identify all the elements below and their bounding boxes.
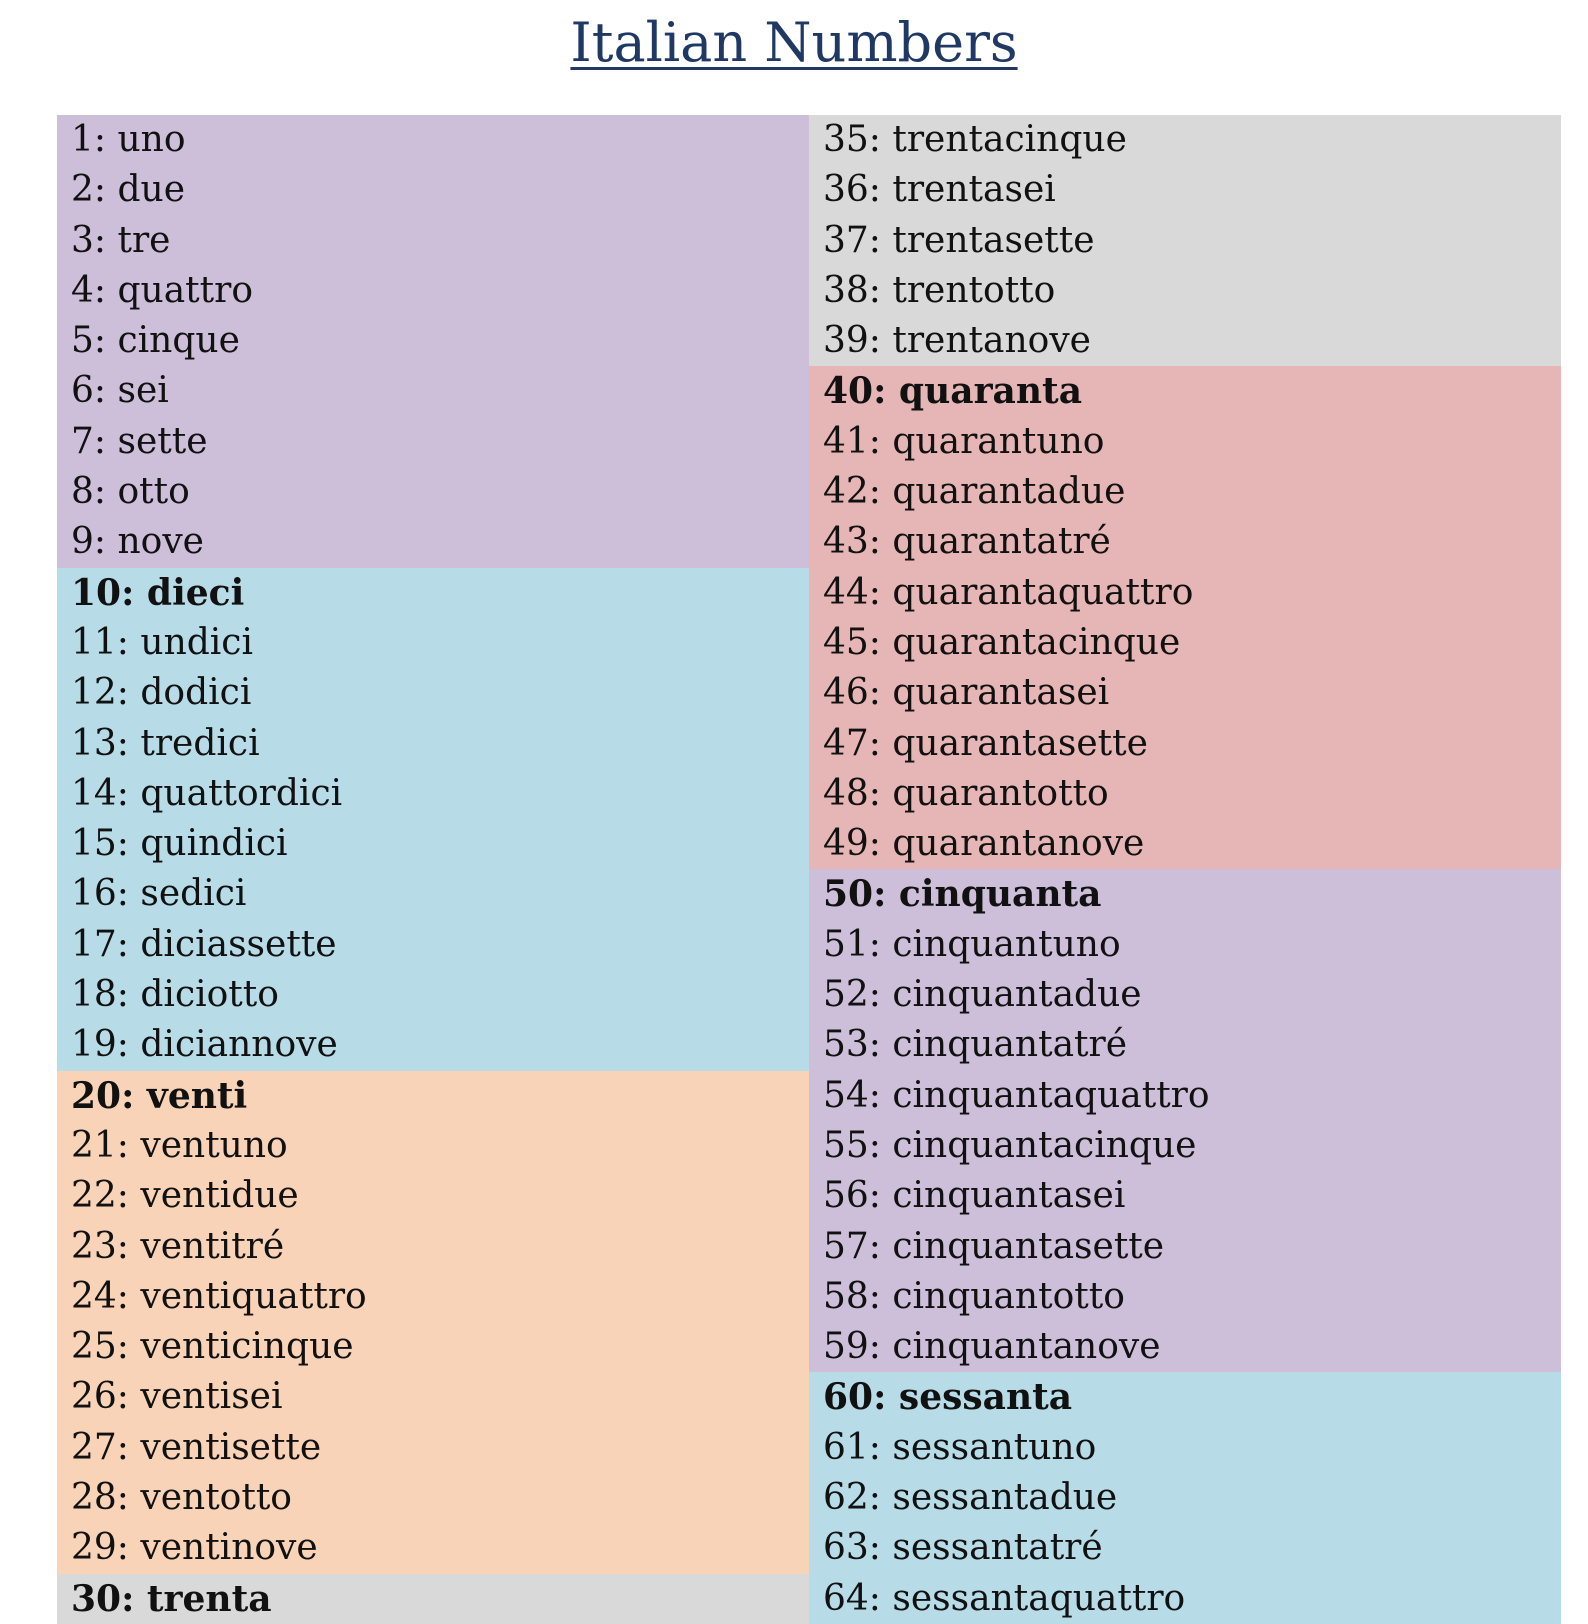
number-row: 51: cinquantuno <box>809 920 1561 970</box>
number-row: 40: quaranta <box>809 366 1561 416</box>
number-row: 6: sei <box>57 366 809 416</box>
number-row: 36: trentasei <box>809 165 1561 215</box>
number-row: 26: ventisei <box>57 1372 809 1422</box>
number-row: 18: diciotto <box>57 970 809 1020</box>
number-row: 20: venti <box>57 1071 809 1121</box>
number-row: 35: trentacinque <box>809 115 1561 165</box>
number-row: 59: cinquantanove <box>809 1322 1561 1372</box>
number-row: 25: venticinque <box>57 1322 809 1372</box>
number-row: 46: quarantasei <box>809 668 1561 718</box>
number-row: 60: sessanta <box>809 1372 1561 1422</box>
number-row: 55: cinquantacinque <box>809 1121 1561 1171</box>
number-row: 1: uno <box>57 115 809 165</box>
number-row: 13: tredici <box>57 719 809 769</box>
number-row: 48: quarantotto <box>809 769 1561 819</box>
page-title <box>0 8 1588 78</box>
numbers-column-left <box>57 115 809 1624</box>
number-row: 16: sedici <box>57 869 809 919</box>
numbers-table <box>57 115 1561 1624</box>
number-row: 42: quarantadue <box>809 467 1561 517</box>
number-row: 27: ventisette <box>57 1423 809 1473</box>
number-row: 43: quarantatré <box>809 517 1561 567</box>
number-row: 11: undici <box>57 618 809 668</box>
number-row: 15: quindici <box>57 819 809 869</box>
number-row: 62: sessantadue <box>809 1473 1561 1523</box>
number-row: 63: sessantatré <box>809 1523 1561 1573</box>
number-row: 22: ventidue <box>57 1171 809 1221</box>
number-row: 49: quarantanove <box>809 819 1561 869</box>
number-row: 61: sessantuno <box>809 1423 1561 1473</box>
number-row: 64: sessantaquattro <box>809 1574 1561 1624</box>
number-row: 23: ventitré <box>57 1222 809 1272</box>
number-row: 21: ventuno <box>57 1121 809 1171</box>
number-row: 37: trentasette <box>809 216 1561 266</box>
number-row: 44: quarantaquattro <box>809 568 1561 618</box>
number-row: 28: ventotto <box>57 1473 809 1523</box>
number-row: 5: cinque <box>57 316 809 366</box>
number-row: 17: diciassette <box>57 920 809 970</box>
number-row: 41: quarantuno <box>809 417 1561 467</box>
page-title-text: Italian Numbers <box>570 11 1018 74</box>
number-row: 3: tre <box>57 216 809 266</box>
number-row: 53: cinquantatré <box>809 1020 1561 1070</box>
number-row: 38: trentotto <box>809 266 1561 316</box>
number-row: 50: cinquanta <box>809 869 1561 919</box>
number-row: 19: diciannove <box>57 1020 809 1070</box>
number-row: 14: quattordici <box>57 769 809 819</box>
number-row: 47: quarantasette <box>809 719 1561 769</box>
number-row: 12: dodici <box>57 668 809 718</box>
number-row: 10: dieci <box>57 568 809 618</box>
number-row: 7: sette <box>57 417 809 467</box>
number-row: 4: quattro <box>57 266 809 316</box>
number-row: 29: ventinove <box>57 1523 809 1573</box>
number-row: 58: cinquantotto <box>809 1272 1561 1322</box>
number-row: 24: ventiquattro <box>57 1272 809 1322</box>
number-row: 54: cinquantaquattro <box>809 1071 1561 1121</box>
number-row: 56: cinquantasei <box>809 1171 1561 1221</box>
number-row: 39: trentanove <box>809 316 1561 366</box>
number-row: 30: trenta <box>57 1574 809 1624</box>
number-row: 52: cinquantadue <box>809 970 1561 1020</box>
numbers-column-right <box>809 115 1561 1624</box>
number-row: 9: nove <box>57 517 809 567</box>
number-row: 57: cinquantasette <box>809 1222 1561 1272</box>
number-row: 45: quarantacinque <box>809 618 1561 668</box>
number-row: 8: otto <box>57 467 809 517</box>
number-row: 2: due <box>57 165 809 215</box>
